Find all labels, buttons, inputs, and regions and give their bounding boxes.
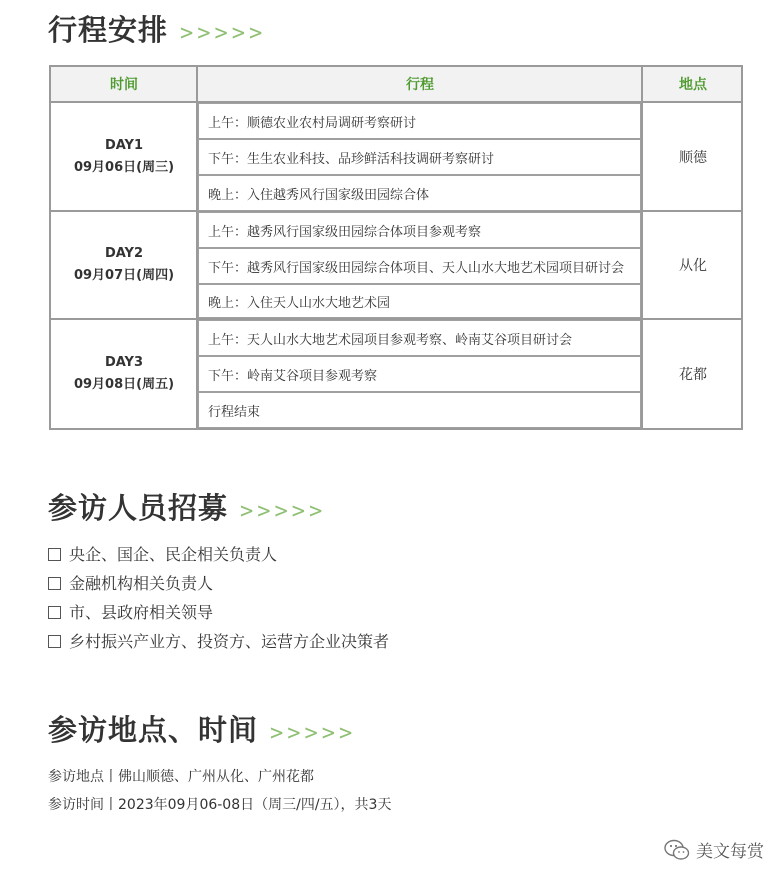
list-item-label: 乡村振兴产业方、投资方、运营方企业决策者: [69, 632, 390, 651]
schedule-item: 行程结束: [208, 404, 261, 420]
schedule-item: 晚上：入住越秀风行国家级田园综合体: [208, 187, 430, 203]
day-date: 09月06日(周三): [73, 159, 175, 175]
header-location: 地点: [679, 77, 707, 93]
schedule-table: [49, 65, 743, 430]
title-arrows: >>>>>: [180, 21, 267, 46]
list-item: [48, 569, 389, 598]
day-label: DAY3: [104, 355, 144, 370]
schedule-item: 上午：顺德农业农村局调研考察研讨: [208, 115, 417, 131]
list-item-label: 市、县政府相关领导: [69, 603, 214, 622]
list-item: [48, 627, 389, 656]
schedule-item: 下午：岭南艾谷项目参观考察: [208, 368, 378, 384]
day1-cell: [51, 103, 197, 210]
checkbox-icon: [48, 635, 61, 648]
checkbox-icon: [48, 548, 61, 561]
wechat-icon: [664, 839, 690, 861]
schedule-section-title: [48, 8, 266, 49]
place-title: 参访地点、时间: [48, 713, 259, 747]
list-item-label: 金融机构相关负责人: [69, 574, 214, 593]
schedule-item: 下午：生生农业科技、品珍鲜活科技调研考察研讨: [208, 151, 495, 167]
recruit-section-title: [48, 486, 326, 527]
recruit-title: 参访人员招募: [48, 491, 229, 525]
schedule-item: 下午：越秀风行国家级田园综合体项目、天人山水大地艺术园项目研讨会: [208, 260, 625, 276]
title-arrows: >>>>>: [240, 499, 327, 524]
schedule-title: 行程安排: [48, 13, 169, 47]
day-label: DAY2: [104, 246, 144, 261]
list-item-label: 央企、国企、民企相关负责人: [69, 545, 278, 564]
visit-info: [48, 763, 391, 819]
list-item: [48, 598, 389, 627]
day-date: 09月08日(周五): [73, 377, 175, 392]
day2-location: 从化: [679, 258, 707, 274]
checkbox-icon: [48, 577, 61, 590]
checkbox-icon: [48, 606, 61, 619]
day-date: 09月07日(周四): [73, 268, 175, 283]
day3-cell: [51, 320, 197, 428]
day1-location: 顺德: [679, 149, 707, 166]
place-section-title: [48, 708, 356, 749]
watermark: [664, 837, 764, 862]
list-item: [48, 540, 389, 569]
visit-time: 参访时间丨2023年09月06-08日（周三/四/五），共3天: [48, 797, 392, 813]
visit-place: 参访地点丨佛山顺德、广州从化、广州花都: [48, 769, 314, 785]
day2-cell: [51, 212, 197, 318]
schedule-item: 晚上：入住天人山水大地艺术园: [208, 295, 391, 311]
watermark-text: 美文每赏: [696, 842, 764, 862]
header-itinerary: 行程: [406, 77, 434, 93]
schedule-item: 上午：天人山水大地艺术园项目参观考察、岭南艾谷项目研讨会: [208, 332, 573, 348]
header-time: 时间: [110, 77, 138, 93]
day3-location: 花都: [679, 367, 707, 383]
day-label: DAY1: [104, 137, 144, 153]
title-arrows: >>>>>: [270, 721, 357, 746]
schedule-item: 上午：越秀风行国家级田园综合体项目参观考察: [208, 224, 482, 240]
recruit-list: [48, 540, 389, 656]
